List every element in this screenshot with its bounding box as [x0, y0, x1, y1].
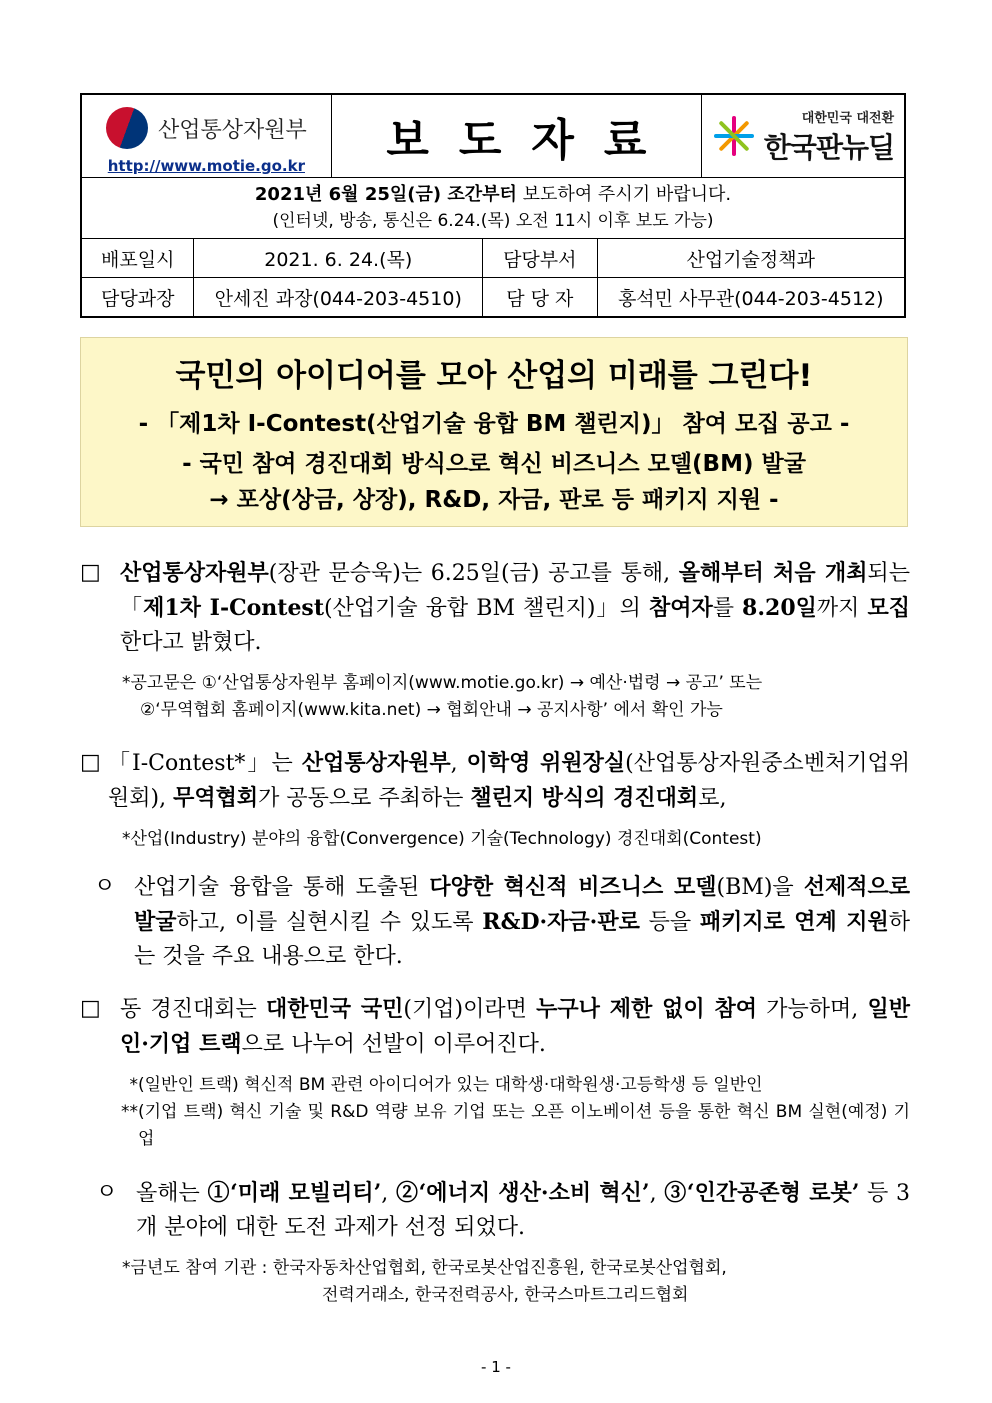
new-deal-tagline: 대한민국 대전환	[801, 110, 895, 126]
officer-label: 담 당 자	[483, 278, 597, 316]
text-span: (장관 문승욱)는 6.25일(금) 공고를 통해,	[268, 561, 679, 586]
note-asterisk: *	[129, 1075, 138, 1095]
note-line: 산업(Industry) 분야의 융합(Convergence) 기술(Technology) 경진대회(Contest)	[130, 829, 762, 849]
ministry-name: 산업통상자원부	[157, 117, 307, 143]
note-line: ②‘무역협회 홈페이지(www.kita.net) → 협회안내 → 공지사항’ 에서 확인 가능	[140, 700, 723, 720]
text-span: 등 3개 분야에 대한 도전 과제가 선정 되었다.	[136, 1181, 910, 1240]
text-field-robot: ③‘인간공존형 로봇’	[664, 1180, 860, 1206]
press-header-table	[80, 93, 906, 318]
text-committee-office: 이학영 위원장실	[466, 750, 626, 776]
text-span: ,	[381, 1181, 396, 1206]
release-date-value: 2021. 6. 24.(목)	[194, 239, 483, 277]
text-innovative-bm: 다양한 혁신적 비즈니스 모델	[429, 874, 717, 900]
dept-label: 담당부서	[483, 239, 597, 277]
text-span: ,	[649, 1181, 665, 1206]
page-number: - 1 -	[481, 1358, 511, 1376]
text-span: 산업기술 융합을 통해 도출된	[134, 875, 430, 900]
text-span: 가 공동으로 주최하는	[258, 786, 471, 811]
text-open-participation: 누구나 제한 없이 참여	[536, 996, 758, 1022]
embargo-text: 보도하여 주시기 바랍니다.	[516, 184, 732, 205]
text-span: 를	[712, 596, 743, 621]
text-span: (산업통상자원중소벤처기업위원회),	[108, 751, 910, 811]
headline-sub-method: - 국민 참여 경진대회 방식으로 혁신 비즈니스 모델(BM) 발굴	[182, 451, 806, 477]
note-asterisk: *	[122, 673, 131, 693]
text-ministry: 산업통상자원부	[120, 560, 269, 586]
paragraph-contest-content	[80, 870, 910, 974]
note-line: (일반인 트랙) 혁신적 BM 관련 아이디어가 있는 대학생·대학원생·고등학생 등 일반인	[138, 1075, 763, 1095]
text-span: 등을	[639, 910, 700, 935]
text-support-items: R&D·자금·판로	[482, 909, 640, 935]
new-deal-title: 한국판뉴딜	[763, 130, 895, 164]
officer-value: 홍석민 사무관(044-203-4512)	[617, 287, 884, 310]
text-span: 로,	[698, 786, 727, 811]
text-span: 동 경진대회는	[120, 997, 266, 1022]
note-line: 금년도 참여 기관 : 한국자동차산업협회, 한국로봇산업진흥원, 한국로봇산업협회,	[130, 1258, 727, 1278]
note-announcement-link	[122, 670, 910, 724]
note-asterisk: **	[121, 1102, 138, 1122]
new-deal-logo-cell	[702, 95, 904, 177]
bullet-square: □	[80, 996, 101, 1021]
paragraph-organizers	[80, 746, 910, 853]
text-package-support: 패키지로 연계 지원	[699, 909, 889, 935]
paragraph-challenge-fields	[80, 1176, 910, 1309]
note-participating-orgs	[122, 1255, 910, 1309]
bullet-circle: ㅇ	[96, 1180, 118, 1205]
headline-sub-support: → 포상(상금, 상장), R&D, 자금, 판로 등 패키지 지원 -	[209, 487, 779, 513]
text-citizens: 대한민국 국민	[265, 996, 404, 1022]
text-field-mobility: ①‘미래 모빌리티’	[207, 1180, 382, 1206]
text-ministry: 산업통상자원부	[301, 750, 451, 776]
text-span: ,	[450, 751, 467, 776]
text-proactive-discovery: 선제적으로 발굴	[134, 874, 910, 935]
text-challenge-format: 챌린지 방식의 경진대회	[470, 785, 699, 811]
text-span: 「I-Contest*」는	[108, 751, 302, 776]
note-line: 공고문은 ①‘산업통상자원부 홈페이지(www.motie.go.kr) → 예산·법령 → 공고’ 또는	[130, 673, 763, 693]
director-value: 안세진 과장(044-203-4510)	[194, 278, 483, 316]
note-contest-acronym	[122, 826, 910, 853]
text-first-held: 올해부터 처음 개최	[678, 560, 868, 586]
bullet-square: □	[80, 750, 101, 775]
embargo-date: 2021년 6월 25일(금) 조간부터	[254, 184, 517, 205]
text-span: 되는 「	[120, 561, 910, 621]
text-tracks: 일반인·기업 트랙	[120, 996, 911, 1057]
doc-type-title: 보도자료	[332, 95, 702, 177]
text-span: (기업)이라면	[403, 997, 537, 1022]
note-tracks	[120, 1072, 910, 1153]
embargo-online-note: (인터넷, 방송, 통신은 6.24.(목) 오전 11시 이후 보도 가능)	[272, 211, 714, 231]
headline-box	[80, 337, 908, 527]
text-span: 가능하며,	[757, 997, 868, 1022]
headline-main: 국민의 아이디어를 모아 산업의 미래를 그린다!	[175, 358, 813, 394]
director-label: 담당과장	[82, 278, 194, 316]
text-kita: 무역협회	[173, 785, 259, 811]
text-span: (산업기술 융합 BM 챌린지)」의	[324, 596, 649, 621]
ministry-url-link[interactable]: http://www.motie.go.kr	[107, 157, 305, 175]
text-span: 까지	[816, 596, 868, 621]
headline-sub-contest: - 「제1차 I-Contest(산업기술 융합 BM 챌린지)」 참여 모집 공고 -	[138, 411, 850, 437]
paragraph-announcement	[80, 556, 910, 724]
bullet-square: □	[80, 560, 101, 585]
text-contest-name: 제1차 I-Contest	[143, 595, 324, 621]
taegeuk-emblem-icon	[106, 107, 148, 149]
text-field-energy: ②‘에너지 생산·소비 혁신’	[395, 1180, 650, 1206]
text-span: (BM)을	[716, 875, 804, 900]
release-date-label: 배포일시	[82, 239, 194, 277]
note-line: (기업 트랙) 혁신 기술 및 R&D 역량 보유 기업 또는 오픈 이노베이션 등을 통한 혁신 BM 실현(예정) 기업	[138, 1102, 910, 1149]
paragraph-eligibility	[80, 992, 910, 1153]
ministry-logo-cell	[82, 95, 332, 177]
text-deadline: 8.20일	[742, 595, 817, 621]
new-deal-star-icon	[712, 114, 756, 158]
text-participants: 참여자	[648, 595, 713, 621]
bullet-circle: ㅇ	[94, 874, 116, 899]
dept-value: 산업기술정책과	[686, 248, 815, 271]
text-span: 하고, 이를 실현시킬 수 있도록	[176, 910, 483, 935]
text-span: 으로 나누어 선발이 이루어진다.	[241, 1032, 546, 1057]
note-line: 전력거래소, 한국전력공사, 한국스마트그리드협회	[322, 1285, 689, 1305]
text-span: 올해는	[136, 1181, 208, 1206]
text-span: 하는 것을 주요 내용으로 한다.	[134, 910, 910, 969]
text-recruit: 모집	[867, 595, 911, 621]
embargo-notice	[82, 178, 904, 238]
note-asterisk: *	[122, 1258, 131, 1278]
text-span: 한다고 밝혔다.	[120, 630, 262, 655]
note-asterisk: *	[122, 829, 131, 849]
